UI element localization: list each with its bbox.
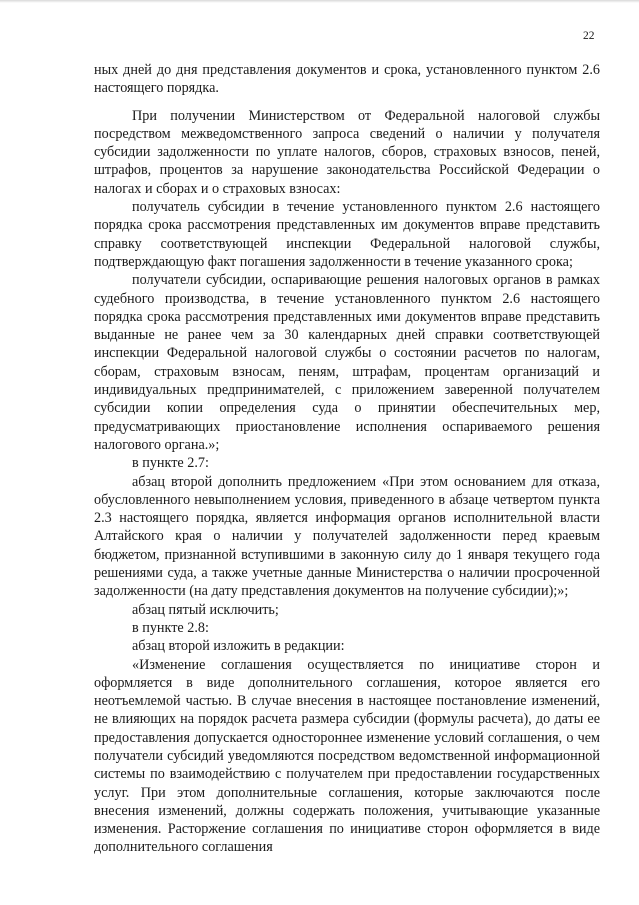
paragraph-clause-2-7: в пункте 2.7: (132, 455, 209, 472)
paragraph-recipient-certificate: получатель субсидии в течение установленного пунктом 2.6 настоящего порядка срока рассмотрения представленных им документов вправе представить справку соответствующей инспекции Федеральной налоговой службы, подтверждающую факт погашения задолженности в течение указанного срока; (94, 199, 600, 270)
paragraph-second-abzac-addition: абзац второй дополнить предложением «При этом основанием для отказа, обусловленного невыполнением условия, приведенного в абзаце четвертом пункта 2.3 настоящего порядка, является информация органов исполнительной власти Алтайского края о наличии у получателей задолженности перед краевым бюджетом, признанной вступившими в законную силу до 1 января текущего года решениями суда, а также учетные данные Министерства о наличии просроченной задолженности (на дату представления документов на получение субсидии);»; (94, 473, 600, 600)
page-number: 22 (583, 30, 595, 42)
paragraph-second-abzac-edition: абзац второй изложить в редакции: (132, 638, 345, 655)
paragraph-recipients-disputing: получатели субсидии, оспаривающие решения налоговых органов в рамках судебного производства, в течение установленного пунктом 2.6 настоящего порядка срока рассмотрения представленных ими документов вправе представить выданные не ранее чем за 30 календарных дней справки соответствующей инспекции Федеральной налоговой службы о состоянии расчетов по налогам, сборам, страховым взносам, пеням, штрафам, процентам организаций и индивидуальных предпринимателей, с приложением заверенной получателем субсидии копии определения суда о принятии обеспечительных мер, предусматривающих приостановление исполнения оспариваемого решения налогового органа.»; (94, 272, 600, 453)
paragraph-fifth-abzac-removed: абзац пятый исключить; (132, 601, 279, 618)
document-body (94, 61, 600, 857)
paragraph-tax-service-request: При получении Министерством от Федеральной налоговой службы посредством межведомственного запроса сведений о наличии у получателя субсидии задолженности по уплате налогов, сборов, страховых взносов, пеней, штрафов, процентов за нарушение законодательства Российской Федерации о налогах и сборах и о страховых взносах: (94, 107, 600, 197)
paragraph-continuation: ных дней до дня представления документов и срока, установленного пунктом 2.6 настоящего порядка. (94, 62, 600, 97)
scan-edge (0, 0, 639, 3)
paragraph-agreement-change: «Изменение соглашения осуществляется по инициативе сторон и оформляется в виде дополнительного соглашения, которое является его неотъемлемой частью. В случае внесения в настоящее постановление изменений, не влияющих на порядок расчета размера субсидии (формулы расчета), до даты ее предоставления допускается одностороннее изменение условий соглашения, о чем получатели субсидий уведомляются посредством ведомственной информационной системы по взаимодействию с получателем при предоставлении государственных услуг. При этом дополнительные соглашения, которые заключаются после внесения изменений, должны содержать положения, учитывающие указанные изменения. Расторжение соглашения по инициативе сторон оформляется в виде дополнительного соглашения (94, 656, 600, 856)
paragraph-clause-2-8: в пункте 2.8: (132, 619, 209, 636)
